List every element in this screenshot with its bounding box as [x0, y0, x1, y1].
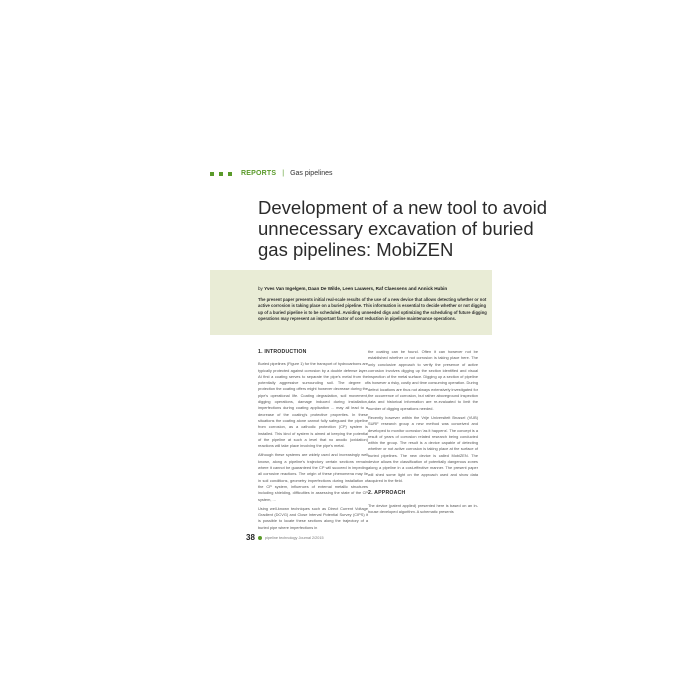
- accent-square-icon: [210, 172, 214, 176]
- author-line: [258, 286, 490, 291]
- section-separator: |: [282, 170, 285, 177]
- body-paragraph: the coating can be found. Often it can however not be established whether or not corrosion is taking place here. The only conclusive approach to verify the presence of active corrosion involves digging up the section identified and visual inspection of the metal surface. Digging up a section of pipeline is however a risky, costly and time consuming operation. During defect locations are thus not always extensively investigated for the occurrence of corrosion, but rather aboveground inspection data and historical information are re-evaluated to limit the number of digging operations needed.: [368, 349, 478, 411]
- body-paragraph: Buried pipelines (Figure 1) for the transport of hydrocarbons are typically protected against corrosion by a double defense layer. At first a coating serves to separate the pipe's metal from the potentially aggressive surrounding soil. The degree of protection the coating offers might however decrease during the pipe's operational life. Coating degradation, soil movement, digging operations, damage induced during installation, imperfections during coating application ... may all lead to a decrease of the coating's protective properties. In these situations the coating alone cannot fully safeguard the pipeline from corrosion, as a cathodic protection (CP) system is installed. This kind of system is aimed at keeping the potential of the pipeline at such a level that no anodic (oxidation) reactions will take place involving the pipe's metal.: [258, 361, 368, 449]
- accent-square-icon: [228, 172, 232, 176]
- page-footer: [246, 533, 324, 542]
- accent-dot-icon: [258, 536, 262, 540]
- intro-heading: 1. INTRODUCTION: [258, 349, 307, 355]
- subsection-label: Gas pipelines: [290, 170, 333, 177]
- body-paragraph: The device (patent applied) presented here is based on an in-house developed algorithm. A schematic presents: [368, 502, 478, 514]
- byline-prefix: by: [258, 286, 263, 291]
- page-number: 38: [246, 533, 255, 542]
- article-title: Development of a new tool to avoid unnecessary excavation of buried gas pipelines: MobiZEN: [258, 197, 547, 260]
- section-header: [210, 170, 333, 177]
- accent-square-icon: [219, 172, 223, 176]
- body-paragraph: Recently however within the Vrije Universiteit Brussel (VUB) SURF research group a new method was conceived and developed to monitor corrosion 'as it happens'. The concept is a result of years of corrosion related research being conducted within the group. The result is a device capable of detecting whether or not active corrosion is taking place at the surface of buried pipelines. The new device is called MobiZEN. The device allows the classification of potentially dangerous zones along a pipeline in a cost-effective manner. The present paper will shed some light on the approach used and show data acquired in the field.: [368, 414, 478, 483]
- body-paragraph: Although these systems are widely used and increasingly well known, along a pipeline's trajectory certain sections remain where it cannot be guaranteed the CP will succeed in impeding all corrosive reactions. The origin of these phenomena may lie in soil conditions, geometry imperfections during installation of the CP system, influences of external metallic structures including shielding, difficulties in assessing the state of the CP system, ...: [258, 452, 368, 502]
- section-label: REPORTS: [241, 170, 277, 177]
- authors: Yves Van Ingelgem, Daan De Wilde, Leen Lauwers, Raf Claessens and Annick Hubin: [264, 286, 448, 291]
- body-column-left: [258, 349, 368, 534]
- body-paragraph: Using well-known techniques such as Direct Current Voltage Gradient (DCVG) and Close Interval Potential Survey (CIPS) it is possible to locate these sections along the trajectory of a buried pipe where imperfections in: [258, 505, 368, 530]
- abstract: The present paper presents initial real-scale results of the use of a new device that allows detecting whether or not active corrosion is taking place on a buried pipeline. This information is essential to decide whether or not digging up of a buried pipeline is to be scheduled. Avoiding unneeded digs and optimizing the scheduling of future digging operations may represent an important factor of cost reduction in pipeline maintenance operations.: [258, 297, 487, 322]
- journal-name: pipeline technology Journal 2/2015: [264, 535, 324, 540]
- approach-heading: 2. APPROACH: [368, 490, 406, 497]
- body-column-right: [368, 349, 478, 518]
